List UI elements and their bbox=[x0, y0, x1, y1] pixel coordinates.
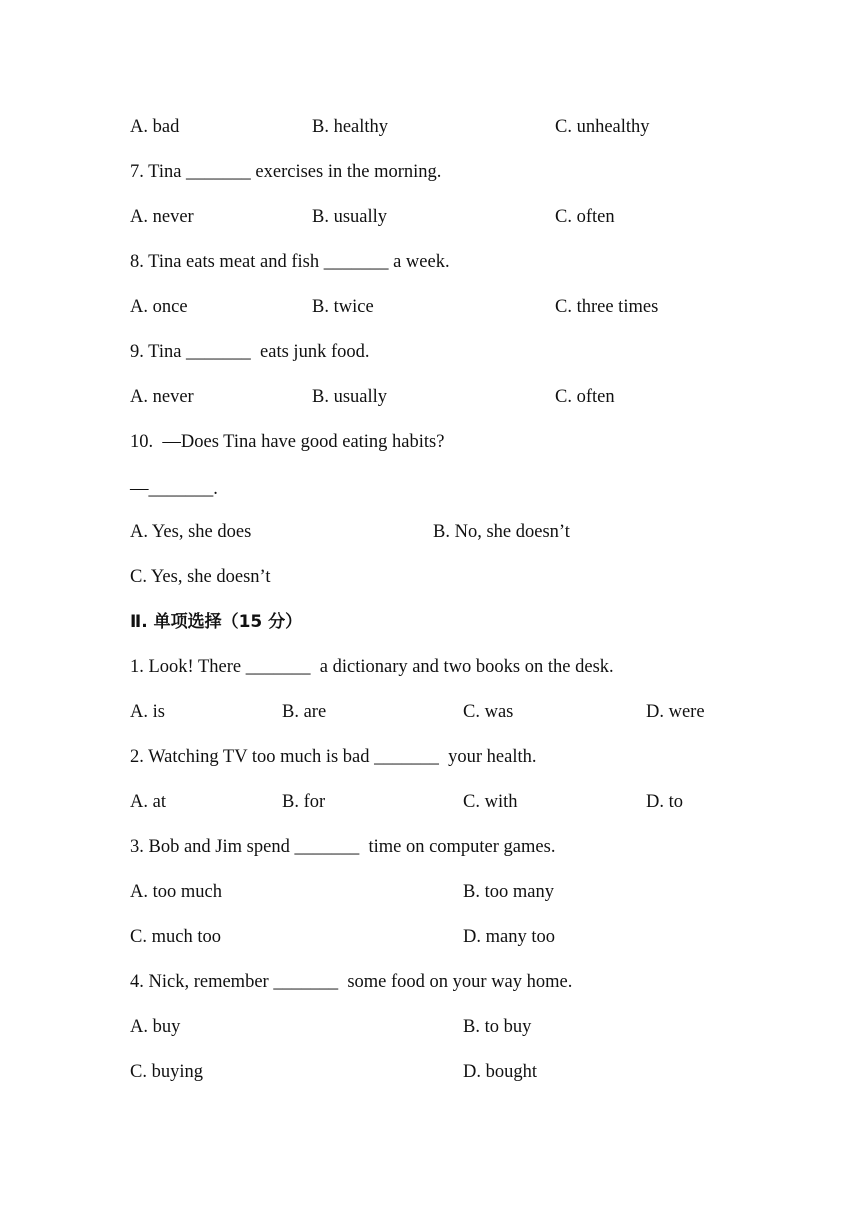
q10-answer-blank: —_______. bbox=[130, 479, 218, 499]
q9-option-c: C. often bbox=[555, 387, 615, 407]
s2-q2-option-b: B. for bbox=[282, 792, 326, 812]
q6-option-a: A. bad bbox=[130, 117, 180, 137]
q10-option-c: C. Yes, she doesn’t bbox=[130, 567, 271, 587]
q6-option-b: B. healthy bbox=[312, 117, 389, 137]
q7-question bbox=[0, 158, 860, 186]
s2-q3-options-row-1 bbox=[0, 878, 860, 906]
q8-option-a: A. once bbox=[130, 297, 188, 317]
q8-question bbox=[0, 248, 860, 276]
q8-options-row bbox=[0, 293, 860, 321]
s2-q3-text: 3. Bob and Jim spend _______ time on computer games. bbox=[130, 837, 556, 857]
q6-options-row bbox=[0, 113, 860, 141]
s2-q4-question bbox=[0, 968, 860, 996]
q10-answer-line bbox=[0, 475, 860, 503]
q9-option-a: A. never bbox=[130, 387, 194, 407]
s2-q4-options-row-2 bbox=[0, 1058, 860, 1086]
q7-options-row bbox=[0, 203, 860, 231]
s2-q3-options-row-2 bbox=[0, 923, 860, 951]
q8-option-b: B. twice bbox=[312, 297, 374, 317]
q7-text: 7. Tina _______ exercises in the morning. bbox=[130, 162, 442, 182]
s2-q2-text: 2. Watching TV too much is bad _______ your health. bbox=[130, 747, 537, 767]
s2-q1-option-c: C. was bbox=[463, 702, 514, 722]
s2-q4-option-a: A. buy bbox=[130, 1017, 181, 1037]
q7-option-b: B. usually bbox=[312, 207, 388, 227]
s2-q1-option-a: A. is bbox=[130, 702, 165, 722]
q9-option-b: B. usually bbox=[312, 387, 388, 407]
q10-options-row-2 bbox=[0, 563, 860, 591]
q10-option-b: B. No, she doesn’t bbox=[433, 522, 570, 542]
s2-q3-option-d: D. many too bbox=[463, 927, 555, 947]
q9-options-row bbox=[0, 383, 860, 411]
s2-q3-question bbox=[0, 833, 860, 861]
q10-options-row-1 bbox=[0, 518, 860, 546]
s2-q4-option-b: B. to buy bbox=[463, 1017, 532, 1037]
q7-option-c: C. often bbox=[555, 207, 615, 227]
q9-text: 9. Tina _______ eats junk food. bbox=[130, 342, 370, 362]
section-2-heading-row bbox=[0, 608, 860, 636]
s2-q1-option-b: B. are bbox=[282, 702, 327, 722]
q10-question bbox=[0, 428, 860, 456]
s2-q2-option-a: A. at bbox=[130, 792, 166, 812]
s2-q1-question bbox=[0, 653, 860, 681]
q6-option-c: C. unhealthy bbox=[555, 117, 650, 137]
s2-q1-text: 1. Look! There _______ a dictionary and two books on the desk. bbox=[130, 657, 614, 677]
s2-q4-option-d: D. bought bbox=[463, 1062, 537, 1082]
section-2-heading: Ⅱ. 单项选择（15 分） bbox=[130, 612, 303, 632]
s2-q2-option-c: C. with bbox=[463, 792, 518, 812]
s2-q3-option-c: C. much too bbox=[130, 927, 221, 947]
s2-q1-option-d: D. were bbox=[646, 702, 705, 722]
s2-q2-question bbox=[0, 743, 860, 771]
q8-text: 8. Tina eats meat and fish _______ a week. bbox=[130, 252, 450, 272]
s2-q4-options-row-1 bbox=[0, 1013, 860, 1041]
q10-text: 10. —Does Tina have good eating habits? bbox=[130, 432, 445, 452]
s2-q3-option-b: B. too many bbox=[463, 882, 554, 902]
s2-q1-options-row bbox=[0, 698, 860, 726]
s2-q4-text: 4. Nick, remember _______ some food on your way home. bbox=[130, 972, 573, 992]
q10-option-a: A. Yes, she does bbox=[130, 522, 252, 542]
s2-q2-option-d: D. to bbox=[646, 792, 683, 812]
s2-q3-option-a: A. too much bbox=[130, 882, 222, 902]
q8-option-c: C. three times bbox=[555, 297, 659, 317]
s2-q2-options-row bbox=[0, 788, 860, 816]
q9-question bbox=[0, 338, 860, 366]
q7-option-a: A. never bbox=[130, 207, 194, 227]
s2-q4-option-c: C. buying bbox=[130, 1062, 203, 1082]
